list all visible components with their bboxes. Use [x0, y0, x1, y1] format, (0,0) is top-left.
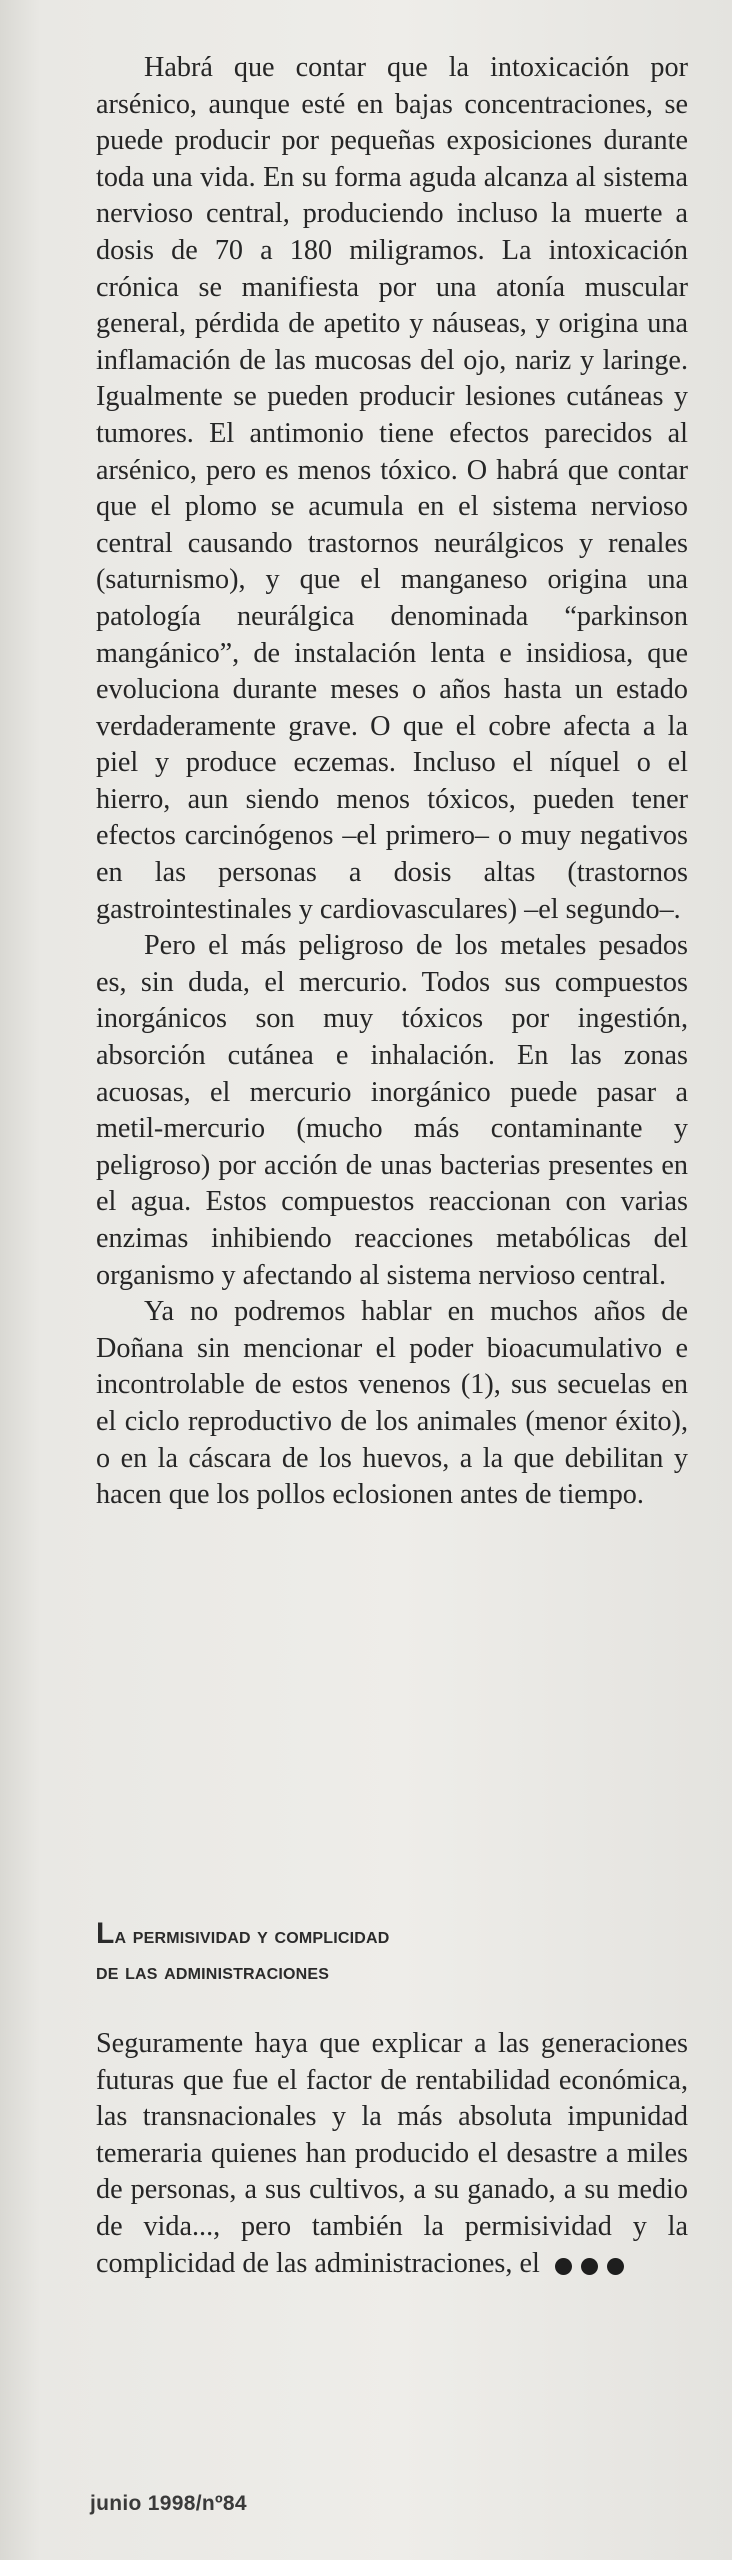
section-heading — [96, 1916, 656, 1990]
dot-3 — [607, 2258, 624, 2275]
article-paragraph-2: Pero el más peligroso de los metales pesados es, sin duda, el mercurio. Todos sus compuestos inorgánicos son muy tóxicos por ingestión, absorción cutánea e inhalación. En las zonas acuosas, el mercurio inorgánico puede pasar a metil-mercurio (mucho más contaminante y peligroso) por acción de unas bacterias presentes en el agua. Estos compuestos reaccionan con varias enzimas inhibiendo reacciones metabólicas del organismo y afectando al sistema nervioso central. — [96, 930, 688, 1291]
dot-1 — [555, 2258, 572, 2275]
section-heading-line2: de las administraciones — [96, 1959, 330, 1984]
section-paragraph — [96, 2026, 688, 2283]
article-paragraph-3: Ya no podremos hablar en muchos años de Doñana sin mencionar el poder bioacumulativo e incontrolable de estos venenos (1), sus secuelas en el ciclo reproductivo de los animales (menor éxito), o en la cáscara de los huevos, a la que debilitan y hacen que los pollos eclosionen antes de tiempo. — [96, 1296, 688, 1511]
page-footer: junio 1998/nº84 — [90, 2492, 247, 2515]
article-paragraph-1: Habrá que contar que la intoxicación por arsénico, aunque esté en bajas concentraciones, se puede producir por pequeñas exposiciones durante toda una vida. En su forma aguda alcanza al sistema nervioso central, produciendo incluso la muerte a dosis de 70 a 180 miligramos. La intoxicación crónica se manifiesta por una atonía muscular general, pérdida de apetito y náuseas, y origina una inflamación de las mucosas del ojo, nariz y laringe. Igualmente se pueden producir lesiones cutáneas y tumores. El antimonio tiene efectos parecidos al arsénico, pero es menos tóxico. O habrá que contar que el plomo se acumula en el sistema nervioso central causando trastornos neurálgicos y renales (saturnismo), y que el manganeso origina una patología neurálgica denominada “parkinson mangánico”, de instalación lenta e insidiosa, que evoluciona durante meses o años hasta un estado verdaderamente grave. O que el cobre afecta a la piel y produce eczemas. Incluso el níquel o el hierro, aun siendo menos tóxicos, pueden tener efectos carcinógenos –el primero– o muy negativos en las personas a dosis altas (trastornos gastrointestinales y cardiovasculares) –el segundo–. — [96, 52, 688, 925]
section-paragraph-text: Seguramente haya que explicar a las generaciones futuras que fue el factor de rentabilidad económica, las transnacionales y la más absoluta impunidad temeraria quienes han producido el desastre a miles de personas, a sus cultivos, a su ganado, a su medio de vida..., pero también la permisividad y la complicidad de las administraciones, el — [96, 2028, 688, 2279]
article-body — [96, 50, 688, 1514]
dot-2 — [581, 2258, 598, 2275]
section-heading-initial: L — [96, 1917, 115, 1950]
section-heading-line1: a permisividad y complicidad — [114, 1923, 390, 1948]
continue-dots-icon — [546, 2247, 624, 2284]
section-body — [96, 2026, 688, 2283]
